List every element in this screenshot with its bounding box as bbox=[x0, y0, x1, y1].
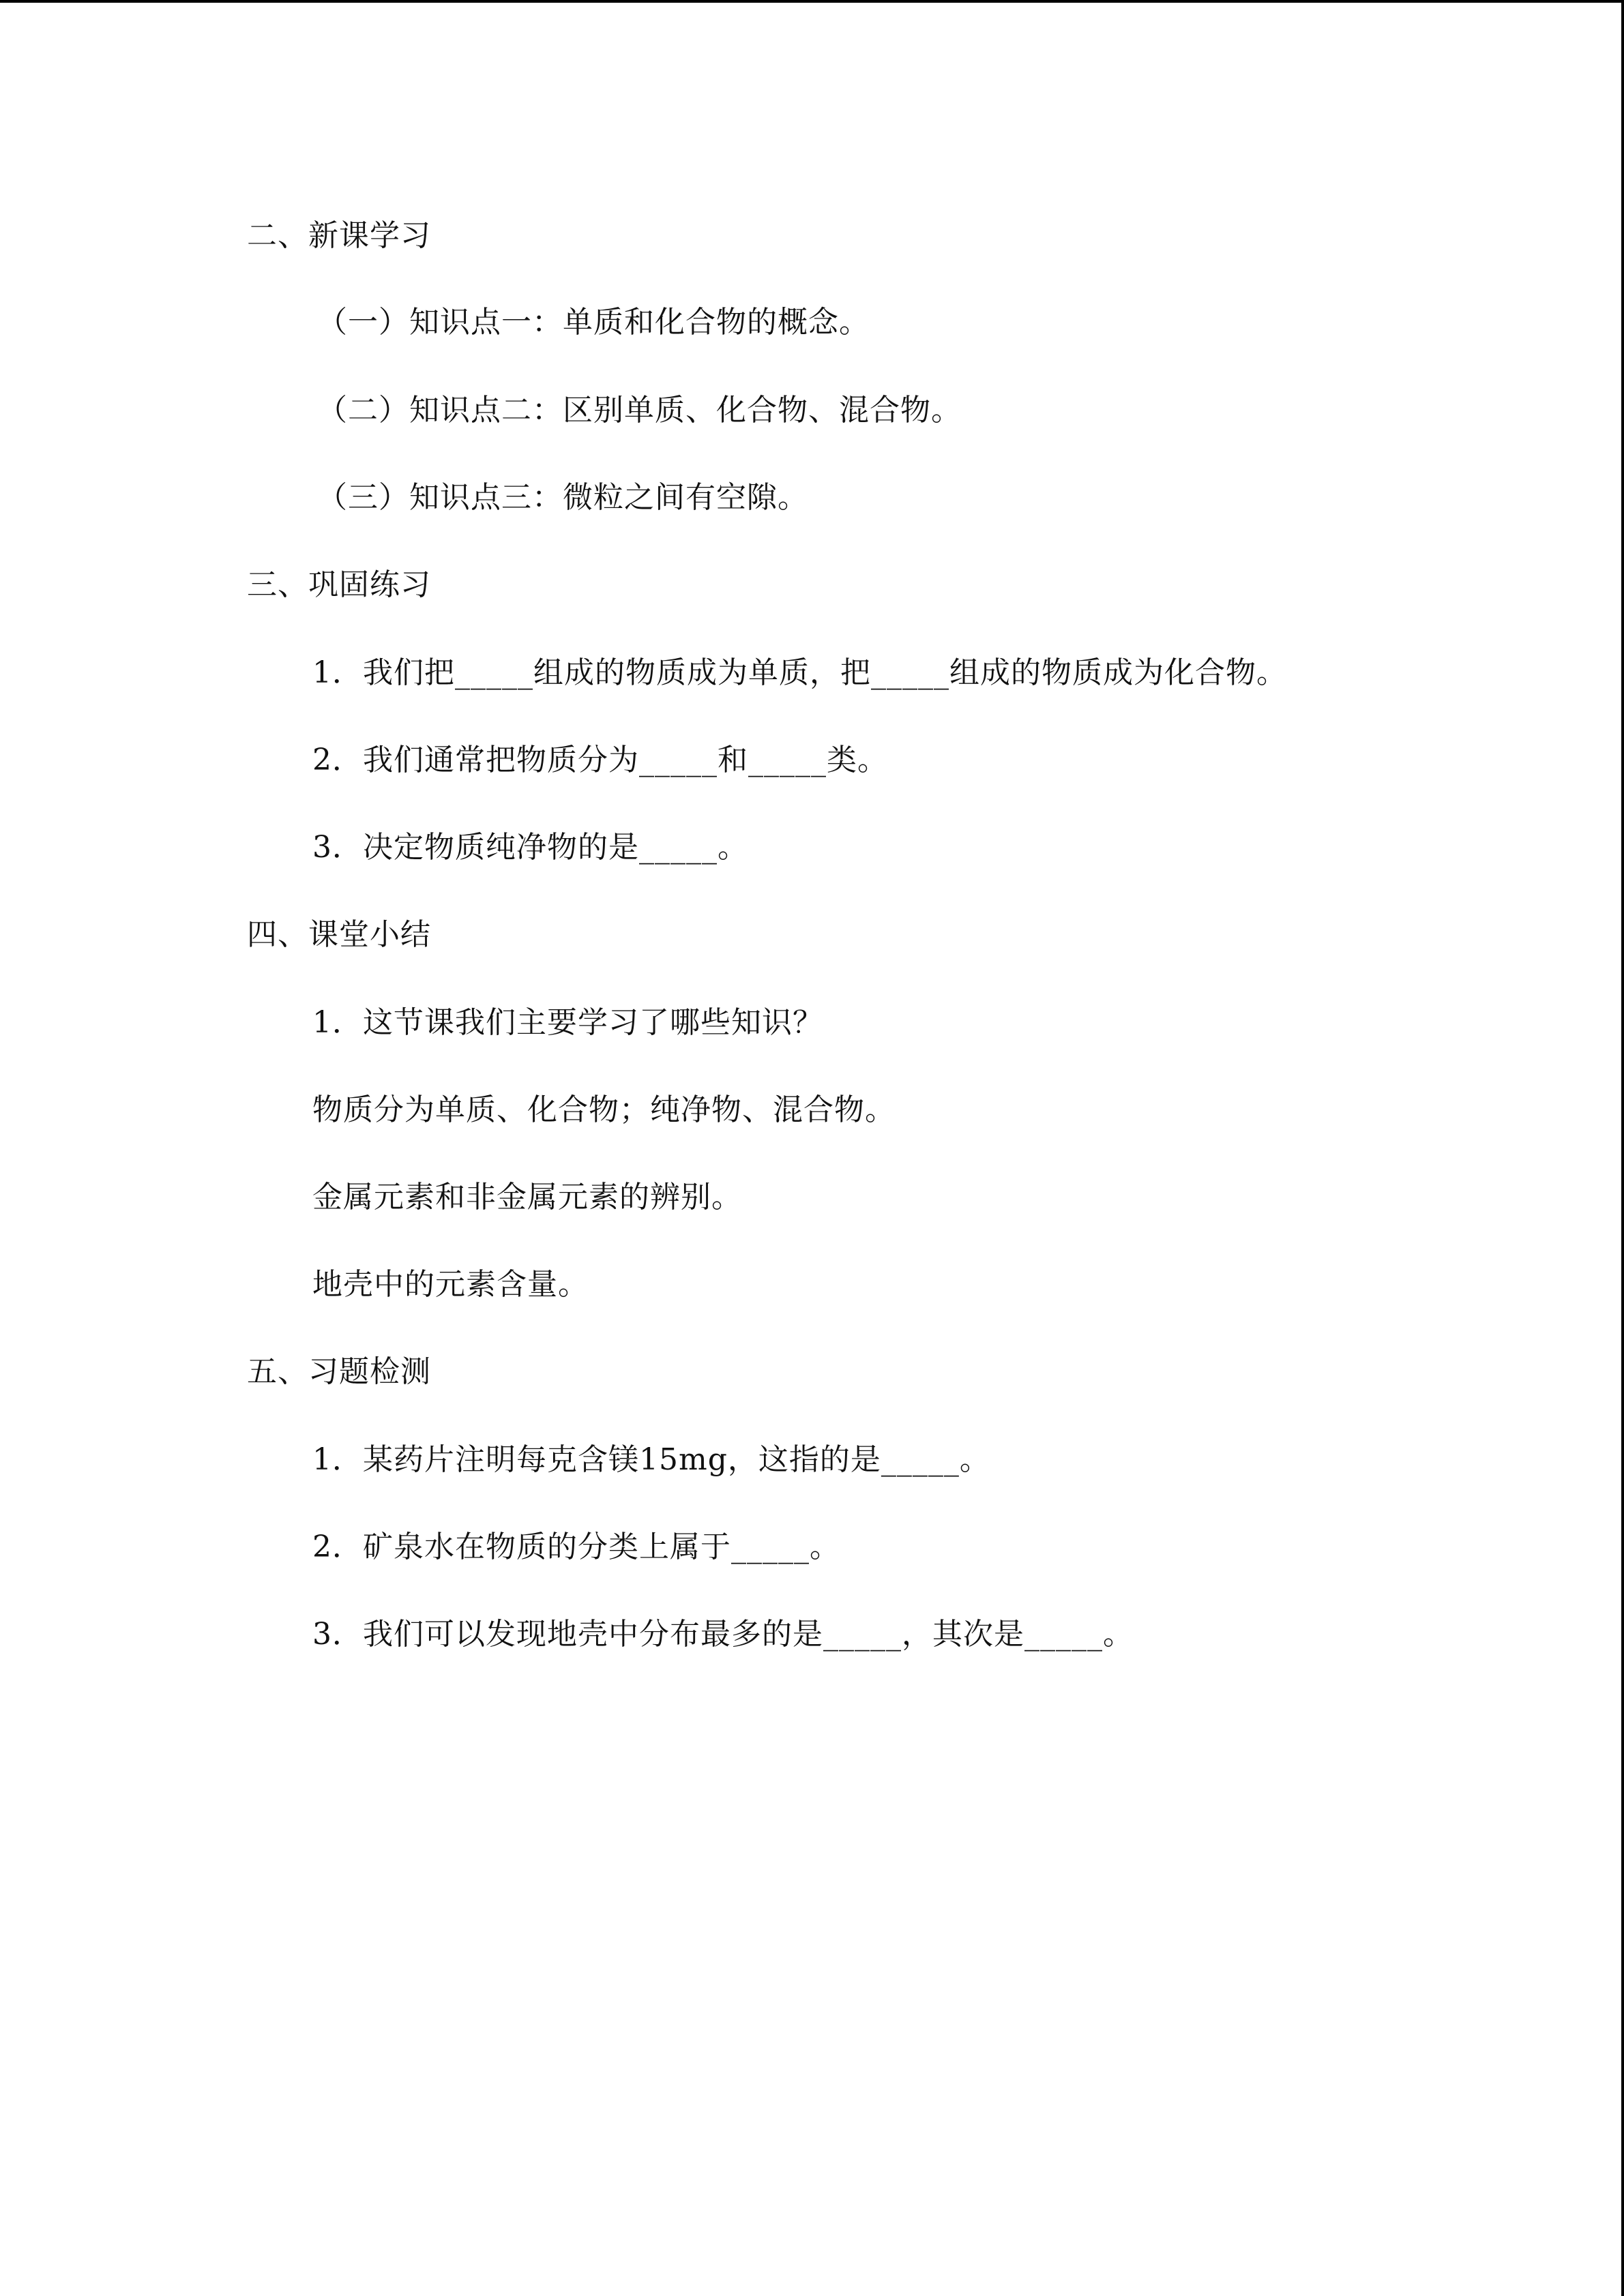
practice-question-3: 3．决定物质纯净物的是_____。 bbox=[312, 830, 748, 865]
summary-point-2: 金属元素和非金属元素的辨别。 bbox=[312, 1180, 742, 1214]
section-heading-exercise: 五、习题检测 bbox=[247, 1354, 431, 1389]
section-heading-new-lesson: 二、新课学习 bbox=[247, 218, 431, 253]
section-heading-practice: 三、巩固练习 bbox=[247, 567, 431, 602]
practice-question-1: 1．我们把_____组成的物质成为单质，把_____组成的物质成为化合物。 bbox=[312, 655, 1287, 690]
page-border-right bbox=[1621, 0, 1624, 2296]
exercise-question-2: 2．矿泉水在物质的分类上属于_____。 bbox=[312, 1530, 840, 1564]
summary-point-1: 物质分为单质、化合物；纯净物、混合物。 bbox=[312, 1092, 896, 1127]
exercise-question-3: 3．我们可以发现地壳中分布最多的是_____，其次是_____。 bbox=[312, 1617, 1134, 1652]
knowledge-point-1: （一）知识点一：单质和化合物的概念。 bbox=[317, 305, 870, 340]
summary-question: 1．这节课我们主要学习了哪些知识？ bbox=[312, 1005, 823, 1040]
exercise-question-1: 1．某药片注明每克含镁15mg，这指的是_____。 bbox=[312, 1442, 990, 1477]
page-border-top bbox=[0, 0, 1624, 3]
section-heading-summary: 四、课堂小结 bbox=[247, 917, 431, 952]
summary-point-3: 地壳中的元素含量。 bbox=[312, 1267, 589, 1302]
knowledge-point-3: （三）知识点三：微粒之间有空隙。 bbox=[317, 480, 808, 515]
practice-question-2: 2．我们通常把物质分为_____和_____类。 bbox=[312, 743, 888, 777]
knowledge-point-2: （二）知识点二：区别单质、化合物、混合物。 bbox=[317, 393, 962, 428]
